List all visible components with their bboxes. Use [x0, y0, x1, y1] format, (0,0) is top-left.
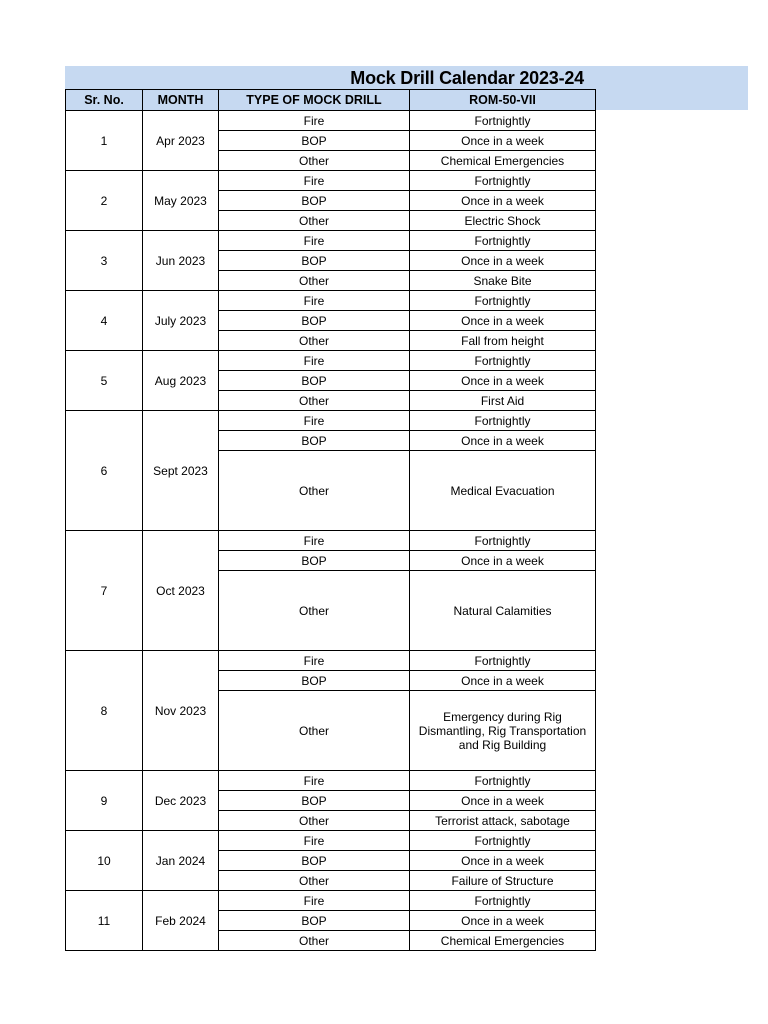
month-cell: Jun 2023 [143, 231, 219, 291]
month-cell: Oct 2023 [143, 531, 219, 651]
drill-type-cell: Other [219, 151, 410, 171]
sr-no-cell: 3 [66, 231, 143, 291]
drill-detail-cell: Fortnightly [410, 171, 596, 191]
drill-detail-cell: Fortnightly [410, 351, 596, 371]
drill-type-cell: BOP [219, 191, 410, 211]
table-row [66, 351, 596, 371]
header-month: MONTH [143, 90, 219, 111]
drill-type-cell: Other [219, 811, 410, 831]
drill-detail-cell: Once in a week [410, 791, 596, 811]
month-cell: Nov 2023 [143, 651, 219, 771]
drill-type-cell: Fire [219, 771, 410, 791]
drill-detail-cell: Once in a week [410, 551, 596, 571]
drill-detail-cell: Chemical Emergencies [410, 151, 596, 171]
table-row [66, 531, 596, 551]
drill-detail-cell: Fortnightly [410, 231, 596, 251]
drill-detail-cell: Fall from height [410, 331, 596, 351]
drill-type-cell: Fire [219, 351, 410, 371]
drill-type-cell: Fire [219, 891, 410, 911]
drill-detail-cell: Once in a week [410, 431, 596, 451]
drill-detail-cell: Once in a week [410, 851, 596, 871]
table-row [66, 231, 596, 251]
drill-type-cell: Fire [219, 111, 410, 131]
table-row [66, 831, 596, 851]
sr-no-cell: 7 [66, 531, 143, 651]
month-cell: Feb 2024 [143, 891, 219, 951]
drill-detail-cell: Terrorist attack, sabotage [410, 811, 596, 831]
drill-detail-cell: Electric Shock [410, 211, 596, 231]
month-cell: Aug 2023 [143, 351, 219, 411]
table-row [66, 111, 596, 131]
table-row [66, 891, 596, 911]
drill-detail-cell: Fortnightly [410, 111, 596, 131]
table-row [66, 651, 596, 671]
drill-type-cell: Fire [219, 831, 410, 851]
drill-detail-cell: Fortnightly [410, 291, 596, 311]
month-cell: July 2023 [143, 291, 219, 351]
drill-detail-cell: Fortnightly [410, 411, 596, 431]
drill-type-cell: BOP [219, 551, 410, 571]
drill-detail-cell: Fortnightly [410, 771, 596, 791]
drill-type-cell: BOP [219, 431, 410, 451]
drill-type-cell: Fire [219, 171, 410, 191]
drill-type-cell: Fire [219, 231, 410, 251]
drill-detail-cell: Once in a week [410, 191, 596, 211]
month-cell: Jan 2024 [143, 831, 219, 891]
month-cell: May 2023 [143, 171, 219, 231]
header-type: TYPE OF MOCK DRILL [219, 90, 410, 111]
drill-type-cell: Other [219, 931, 410, 951]
table-row [66, 171, 596, 191]
drill-type-cell: Other [219, 391, 410, 411]
drill-type-cell: BOP [219, 911, 410, 931]
sr-no-cell: 9 [66, 771, 143, 831]
drill-type-cell: BOP [219, 851, 410, 871]
sr-no-cell: 10 [66, 831, 143, 891]
drill-detail-cell: Once in a week [410, 911, 596, 931]
drill-detail-cell: Chemical Emergencies [410, 931, 596, 951]
drill-type-cell: Other [219, 691, 410, 771]
drill-type-cell: Fire [219, 651, 410, 671]
page-title: Mock Drill Calendar 2023-24 [350, 68, 584, 88]
drill-type-cell: BOP [219, 791, 410, 811]
drill-detail-cell: Fortnightly [410, 831, 596, 851]
drill-detail-cell: Once in a week [410, 131, 596, 151]
sr-no-cell: 11 [66, 891, 143, 951]
header-sr-no: Sr. No. [66, 90, 143, 111]
table-row [66, 771, 596, 791]
drill-type-cell: BOP [219, 251, 410, 271]
month-cell: Apr 2023 [143, 111, 219, 171]
drill-detail-cell: Medical Evacuation [410, 451, 596, 531]
drill-type-cell: Other [219, 871, 410, 891]
drill-detail-cell: First Aid [410, 391, 596, 411]
sr-no-cell: 2 [66, 171, 143, 231]
drill-type-cell: Fire [219, 411, 410, 431]
month-cell: Dec 2023 [143, 771, 219, 831]
drill-type-cell: Other [219, 271, 410, 291]
drill-type-cell: BOP [219, 131, 410, 151]
drill-type-cell: BOP [219, 671, 410, 691]
drill-detail-cell: Once in a week [410, 671, 596, 691]
table-row [66, 411, 596, 431]
drill-type-cell: Other [219, 331, 410, 351]
drill-detail-cell: Once in a week [410, 371, 596, 391]
drill-type-cell: Fire [219, 291, 410, 311]
drill-type-cell: Other [219, 211, 410, 231]
drill-type-cell: Fire [219, 531, 410, 551]
drill-detail-cell: Once in a week [410, 251, 596, 271]
drill-detail-cell: Fortnightly [410, 651, 596, 671]
drill-type-cell: Other [219, 451, 410, 531]
month-cell: Sept 2023 [143, 411, 219, 531]
drill-detail-cell: Snake Bite [410, 271, 596, 291]
table-row [66, 291, 596, 311]
sr-no-cell: 6 [66, 411, 143, 531]
drill-detail-cell: Failure of Structure [410, 871, 596, 891]
header-rom: ROM-50-VII [410, 90, 596, 111]
sr-no-cell: 1 [66, 111, 143, 171]
drill-detail-cell: Fortnightly [410, 531, 596, 551]
drill-detail-cell: Emergency during Rig Dismantling, Rig Transportation and Rig Building [410, 691, 596, 771]
drill-type-cell: BOP [219, 371, 410, 391]
drill-detail-cell: Natural Calamities [410, 571, 596, 651]
sr-no-cell: 8 [66, 651, 143, 771]
drill-detail-cell: Fortnightly [410, 891, 596, 911]
mock-drill-table [65, 89, 596, 951]
header-row [66, 90, 596, 111]
sr-no-cell: 5 [66, 351, 143, 411]
drill-type-cell: Other [219, 571, 410, 651]
drill-detail-cell: Once in a week [410, 311, 596, 331]
sr-no-cell: 4 [66, 291, 143, 351]
drill-type-cell: BOP [219, 311, 410, 331]
